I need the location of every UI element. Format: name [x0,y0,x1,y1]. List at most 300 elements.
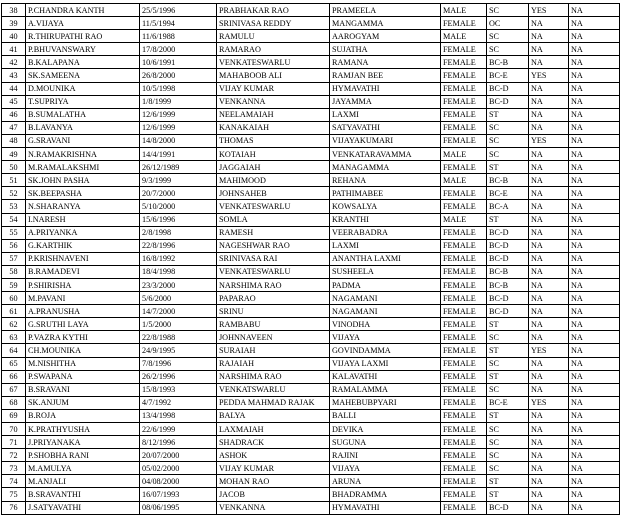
table-row [2,278,620,291]
table-row [2,423,620,436]
serial-number-cell: 65 [2,357,26,370]
candidate-name-cell: D.MOUNIKA [26,82,140,95]
category-cell: BC-E [487,187,529,200]
gender-cell: FEMALE [441,82,487,95]
serial-number-cell: 43 [2,69,26,82]
father-name-cell: RAMULU [217,30,330,43]
remarks-cell: NA [569,423,620,436]
category-cell: ST [487,161,529,174]
candidate-name-cell: T.SUPRIYA [26,95,140,108]
category-cell: ST [487,108,529,121]
serial-number-cell: 66 [2,370,26,383]
flag-cell: NA [529,436,569,449]
date-of-birth-cell: 12/6/1999 [140,108,217,121]
category-cell: SC [487,449,529,462]
flag-cell: NA [529,488,569,501]
mother-name-cell: PATHIMABEE [330,187,441,200]
mother-name-cell: LAXMI [330,239,441,252]
gender-cell: FEMALE [441,357,487,370]
mother-name-cell: RAMJAN BEE [330,69,441,82]
table-row [2,17,620,30]
date-of-birth-cell: 22/8/1988 [140,331,217,344]
date-of-birth-cell: 2/8/1998 [140,226,217,239]
remarks-cell: NA [569,488,620,501]
remarks-cell: NA [569,357,620,370]
serial-number-cell: 46 [2,108,26,121]
date-of-birth-cell: 04/08/2000 [140,475,217,488]
candidate-name-cell: B.ROJA [26,409,140,422]
gender-cell: FEMALE [441,331,487,344]
remarks-cell: NA [569,134,620,147]
table-body [2,4,620,515]
candidate-name-cell: P.BHUVANSWARY [26,43,140,56]
flag-cell: NA [529,148,569,161]
date-of-birth-cell: 15/6/1996 [140,213,217,226]
flag-cell: NA [529,121,569,134]
date-of-birth-cell: 16/8/1992 [140,252,217,265]
gender-cell: FEMALE [441,292,487,305]
category-cell: BC-E [487,69,529,82]
remarks-cell: NA [569,318,620,331]
remarks-cell: NA [569,187,620,200]
serial-number-cell: 47 [2,121,26,134]
gender-cell: FEMALE [441,252,487,265]
date-of-birth-cell: 14/4/1991 [140,148,217,161]
date-of-birth-cell: 08/06/1995 [140,501,217,514]
category-cell: BC-B [487,174,529,187]
candidate-name-cell: P.VAZRA KYTHI [26,331,140,344]
serial-number-cell: 63 [2,331,26,344]
mother-name-cell: BHADRAMMA [330,488,441,501]
flag-cell: NA [529,305,569,318]
flag-cell: NA [529,409,569,422]
remarks-cell: NA [569,69,620,82]
gender-cell: MALE [441,4,487,17]
gender-cell: FEMALE [441,423,487,436]
father-name-cell: RAMARAO [217,43,330,56]
flag-cell: NA [529,161,569,174]
father-name-cell: KANAKAIAH [217,121,330,134]
category-cell: BC-A [487,200,529,213]
gender-cell: FEMALE [441,134,487,147]
father-name-cell: JAGGAIAH [217,161,330,174]
remarks-cell: NA [569,292,620,305]
remarks-cell: NA [569,56,620,69]
table-row [2,56,620,69]
category-cell: BC-D [487,252,529,265]
table-row [2,357,620,370]
mother-name-cell: MANGAMMA [330,17,441,30]
remarks-cell: NA [569,43,620,56]
category-cell: SC [487,383,529,396]
remarks-cell: NA [569,475,620,488]
candidate-name-cell: M.NISHITHA [26,357,140,370]
category-cell: ST [487,488,529,501]
table-row [2,292,620,305]
table-row [2,200,620,213]
mother-name-cell: RAMALAMMA [330,383,441,396]
father-name-cell: PRABHAKAR RAO [217,4,330,17]
candidate-name-cell: N.RAMAKRISHNA [26,148,140,161]
table-row [2,121,620,134]
mother-name-cell: NAGAMANI [330,292,441,305]
father-name-cell: LAXMAIAH [217,423,330,436]
flag-cell: YES [529,4,569,17]
mother-name-cell: RAJINI [330,449,441,462]
table-row [2,95,620,108]
remarks-cell: NA [569,30,620,43]
father-name-cell: ASHOK [217,449,330,462]
candidate-name-cell: G.SRUTHI LAYA [26,318,140,331]
flag-cell: NA [529,43,569,56]
table-row [2,449,620,462]
father-name-cell: SHADRACK [217,436,330,449]
table-row [2,318,620,331]
date-of-birth-cell: 4/7/1992 [140,396,217,409]
father-name-cell: KOTAIAH [217,148,330,161]
candidate-name-cell: J.SATYAVATHI [26,501,140,514]
flag-cell: NA [529,95,569,108]
date-of-birth-cell: 26/12/1989 [140,161,217,174]
serial-number-cell: 58 [2,265,26,278]
serial-number-cell: 52 [2,187,26,200]
candidate-name-cell: M.PAVANI [26,292,140,305]
gender-cell: FEMALE [441,187,487,200]
gender-cell: FEMALE [441,226,487,239]
remarks-cell: NA [569,121,620,134]
father-name-cell: JOHNSAHEB [217,187,330,200]
candidate-name-cell: P.SHIRISHA [26,278,140,291]
date-of-birth-cell: 25/5/1996 [140,4,217,17]
father-name-cell: RAJAIAH [217,357,330,370]
candidate-name-cell: G.SRAVANI [26,134,140,147]
flag-cell: NA [529,265,569,278]
category-cell: OC [487,17,529,30]
gender-cell: FEMALE [441,383,487,396]
mother-name-cell: KRANTHI [330,213,441,226]
candidate-name-cell: SK.BEEPASHA [26,187,140,200]
category-cell: BC-D [487,305,529,318]
table-row [2,344,620,357]
mother-name-cell: AAROGYAM [330,30,441,43]
date-of-birth-cell: 11/6/1988 [140,30,217,43]
category-cell: BC-B [487,278,529,291]
gender-cell: FEMALE [441,69,487,82]
serial-number-cell: 73 [2,462,26,475]
candidate-name-cell: A.PRANUSHA [26,305,140,318]
flag-cell: YES [529,134,569,147]
gender-cell: FEMALE [441,449,487,462]
date-of-birth-cell: 9/3/1999 [140,174,217,187]
table-row [2,488,620,501]
gender-cell: FEMALE [441,501,487,514]
gender-cell: FEMALE [441,409,487,422]
mother-name-cell: SUJATHA [330,43,441,56]
category-cell: BC-D [487,501,529,514]
father-name-cell: RAMESH [217,226,330,239]
table-row [2,239,620,252]
remarks-cell: NA [569,305,620,318]
gender-cell: FEMALE [441,200,487,213]
gender-cell: MALE [441,30,487,43]
father-name-cell: NARSHIMA RAO [217,278,330,291]
candidate-name-cell: K.PRATHYUSHA [26,423,140,436]
candidate-name-cell: SK.JOHN PASHA [26,174,140,187]
remarks-cell: NA [569,95,620,108]
gender-cell: FEMALE [441,278,487,291]
table-row [2,475,620,488]
category-cell: SC [487,43,529,56]
remarks-cell: NA [569,278,620,291]
flag-cell: NA [529,449,569,462]
father-name-cell: NARSHIMA RAO [217,370,330,383]
mother-name-cell: SUSHEELA [330,265,441,278]
serial-number-cell: 62 [2,318,26,331]
gender-cell: FEMALE [441,161,487,174]
flag-cell: NA [529,226,569,239]
gender-cell: FEMALE [441,488,487,501]
serial-number-cell: 41 [2,43,26,56]
candidate-name-cell: B.SRAVANI [26,383,140,396]
category-cell: BC-D [487,292,529,305]
table-row [2,148,620,161]
serial-number-cell: 53 [2,200,26,213]
serial-number-cell: 45 [2,95,26,108]
father-name-cell: BALYA [217,409,330,422]
gender-cell: MALE [441,148,487,161]
mother-name-cell: REHANA [330,174,441,187]
category-cell: BC-D [487,239,529,252]
category-cell: SC [487,462,529,475]
table-row [2,69,620,82]
category-cell: BC-B [487,56,529,69]
category-cell: ST [487,213,529,226]
date-of-birth-cell: 22/8/1996 [140,239,217,252]
serial-number-cell: 67 [2,383,26,396]
mother-name-cell: VIJAYA LAXMI [330,357,441,370]
gender-cell: FEMALE [441,95,487,108]
flag-cell: NA [529,501,569,514]
category-cell: ST [487,370,529,383]
gender-cell: FEMALE [441,370,487,383]
candidate-name-cell: B.SUMALATHA [26,108,140,121]
flag-cell: NA [529,174,569,187]
category-cell: ST [487,475,529,488]
serial-number-cell: 59 [2,278,26,291]
flag-cell: NA [529,278,569,291]
remarks-cell: NA [569,200,620,213]
gender-cell: MALE [441,213,487,226]
category-cell: SC [487,436,529,449]
gender-cell: FEMALE [441,462,487,475]
gender-cell: MALE [441,174,487,187]
remarks-cell: NA [569,174,620,187]
remarks-cell: NA [569,436,620,449]
serial-number-cell: 54 [2,213,26,226]
gender-cell: FEMALE [441,239,487,252]
flag-cell: NA [529,17,569,30]
serial-number-cell: 71 [2,436,26,449]
father-name-cell: MOHAN RAO [217,475,330,488]
date-of-birth-cell: 23/3/2000 [140,278,217,291]
gender-cell: FEMALE [441,265,487,278]
table-row [2,161,620,174]
date-of-birth-cell: 5/10/2000 [140,200,217,213]
serial-number-cell: 72 [2,449,26,462]
table-row [2,187,620,200]
father-name-cell: SRINIVASA REDDY [217,17,330,30]
candidate-name-cell: G.KARTHIK [26,239,140,252]
mother-name-cell: ARUNA [330,475,441,488]
table-row [2,501,620,514]
mother-name-cell: VINODHA [330,318,441,331]
father-name-cell: MAHABOOB ALI [217,69,330,82]
mother-name-cell: ANANTHA LAXMI [330,252,441,265]
date-of-birth-cell: 1/5/2000 [140,318,217,331]
category-cell: SC [487,331,529,344]
flag-cell: NA [529,213,569,226]
mother-name-cell: PADMA [330,278,441,291]
father-name-cell: SRINU [217,305,330,318]
table-row [2,252,620,265]
flag-cell: NA [529,252,569,265]
table-row [2,462,620,475]
flag-cell: NA [529,357,569,370]
table-row [2,174,620,187]
father-name-cell: VIJAY KUMAR [217,462,330,475]
serial-number-cell: 61 [2,305,26,318]
father-name-cell: MAHIMOOD [217,174,330,187]
candidate-name-cell: A.PRIYANKA [26,226,140,239]
mother-name-cell: HYMAVATHI [330,501,441,514]
serial-number-cell: 55 [2,226,26,239]
serial-number-cell: 64 [2,344,26,357]
date-of-birth-cell: 8/12/1996 [140,436,217,449]
category-cell: SC [487,357,529,370]
flag-cell: NA [529,82,569,95]
father-name-cell: PAPARAO [217,292,330,305]
mother-name-cell: VIJAYA [330,331,441,344]
date-of-birth-cell: 26/2/1996 [140,370,217,383]
candidate-name-cell: B.KALAPANA [26,56,140,69]
category-cell: SC [487,121,529,134]
candidate-table [1,3,620,515]
serial-number-cell: 56 [2,239,26,252]
remarks-cell: NA [569,370,620,383]
candidate-name-cell: P.SHOBHA RANI [26,449,140,462]
gender-cell: FEMALE [441,344,487,357]
mother-name-cell: GOVINDAMMA [330,344,441,357]
candidate-name-cell: B.RAMADEVI [26,265,140,278]
category-cell: BC-D [487,82,529,95]
mother-name-cell: NAGAMANI [330,305,441,318]
remarks-cell: NA [569,501,620,514]
date-of-birth-cell: 15/8/1993 [140,383,217,396]
candidate-name-cell: CH.MOUNIKA [26,344,140,357]
mother-name-cell: MAHEBUBPYARI [330,396,441,409]
date-of-birth-cell: 11/5/1994 [140,17,217,30]
table-row [2,82,620,95]
flag-cell: NA [529,462,569,475]
remarks-cell: NA [569,226,620,239]
category-cell: ST [487,344,529,357]
table-row [2,43,620,56]
serial-number-cell: 68 [2,396,26,409]
remarks-cell: NA [569,4,620,17]
table-row [2,331,620,344]
mother-name-cell: BALLI [330,409,441,422]
serial-number-cell: 40 [2,30,26,43]
date-of-birth-cell: 17/8/2000 [140,43,217,56]
father-name-cell: VENKATSWARLU [217,383,330,396]
category-cell: BC-E [487,396,529,409]
remarks-cell: NA [569,396,620,409]
mother-name-cell: HYMAVATHI [330,82,441,95]
father-name-cell: VENKATESWARLU [217,200,330,213]
candidate-name-cell: P.KRISHNAVENI [26,252,140,265]
remarks-cell: NA [569,383,620,396]
mother-name-cell: KOWSALYA [330,200,441,213]
category-cell: SC [487,423,529,436]
table-row [2,4,620,17]
serial-number-cell: 74 [2,475,26,488]
candidate-name-cell: R.THIRUPATHI RAO [26,30,140,43]
candidate-name-cell: B.SRAVANTHI [26,488,140,501]
remarks-cell: NA [569,409,620,422]
remarks-cell: NA [569,148,620,161]
date-of-birth-cell: 5/6/2000 [140,292,217,305]
flag-cell: NA [529,200,569,213]
flag-cell: YES [529,69,569,82]
mother-name-cell: VIJAYAKUMARI [330,134,441,147]
father-name-cell: PEDDA MAHMAD RAJAK [217,396,330,409]
serial-number-cell: 51 [2,174,26,187]
mother-name-cell: RAMANA [330,56,441,69]
father-name-cell: THOMAS [217,134,330,147]
serial-number-cell: 48 [2,134,26,147]
date-of-birth-cell: 12/6/1999 [140,121,217,134]
serial-number-cell: 39 [2,17,26,30]
table-row [2,30,620,43]
date-of-birth-cell: 20/7/2000 [140,187,217,200]
category-cell: SC [487,30,529,43]
mother-name-cell: VIJAYA [330,462,441,475]
table-row [2,213,620,226]
father-name-cell: RAMBABU [217,318,330,331]
remarks-cell: NA [569,331,620,344]
category-cell: ST [487,409,529,422]
flag-cell: NA [529,383,569,396]
father-name-cell: JOHNNAVEEN [217,331,330,344]
serial-number-cell: 57 [2,252,26,265]
remarks-cell: NA [569,17,620,30]
category-cell: BC-B [487,265,529,278]
father-name-cell: SRINIVASA RAI [217,252,330,265]
candidate-name-cell: J.PRIYANAKA [26,436,140,449]
remarks-cell: NA [569,252,620,265]
flag-cell: NA [529,318,569,331]
father-name-cell: VENKATESWARLU [217,56,330,69]
date-of-birth-cell: 7/8/1996 [140,357,217,370]
table-row [2,226,620,239]
candidate-name-cell: SK.ANJUM [26,396,140,409]
table-row [2,409,620,422]
candidate-name-cell: M.AMULYA [26,462,140,475]
flag-cell: NA [529,423,569,436]
date-of-birth-cell: 18/4/1998 [140,265,217,278]
mother-name-cell: SATYAVATHI [330,121,441,134]
remarks-cell: NA [569,449,620,462]
